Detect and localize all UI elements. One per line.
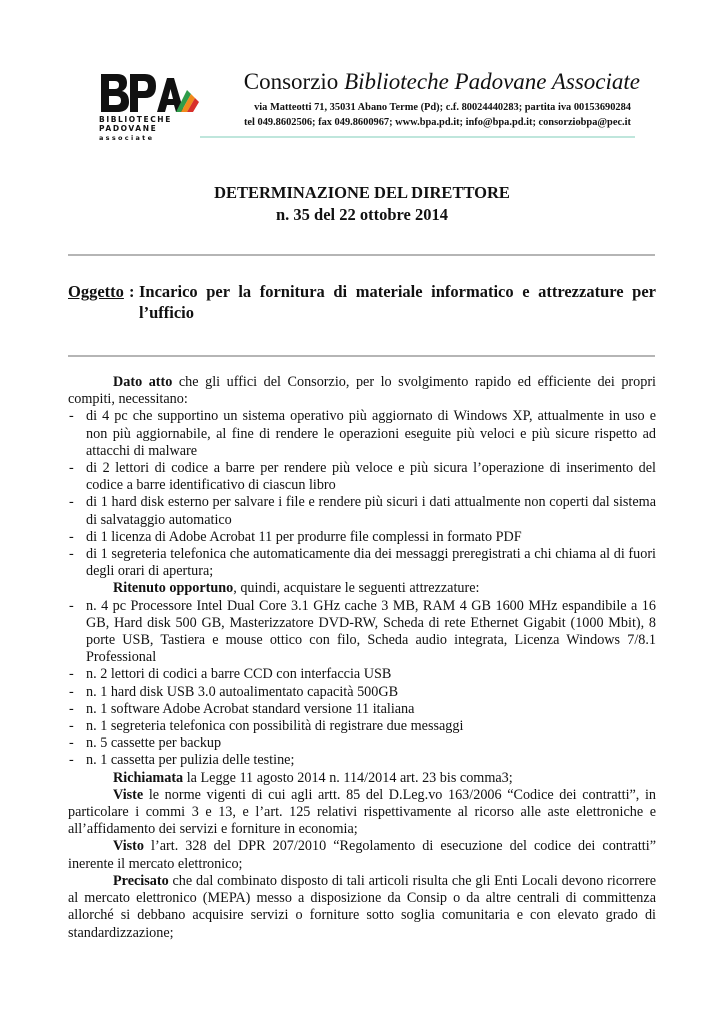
separator-bottom (68, 355, 655, 357)
subject-label: Oggetto (68, 282, 124, 301)
lead-dato-atto: Dato atto (113, 374, 173, 390)
document-body (68, 374, 656, 942)
organization-name-italic: Biblioteche Padovane Associate (344, 69, 640, 94)
header-divider (200, 136, 635, 138)
list-item: - di 1 segreteria telefonica che automaticamente dia dei messaggi preregistrati a chi chiama al di fuori degli orari di apertura; (69, 546, 656, 580)
text-richiamata: la Legge 11 agosto 2014 n. 114/2014 art. 23 bis comma3; (183, 769, 513, 786)
paragraph-precisato (68, 873, 656, 942)
organization-contacts: tel 049.8602506; fax 049.8600967; www.bpa.pd.it; info@bpa.pd.it; consorziobpa@pec.it (243, 117, 631, 128)
bpa-logo-mark-icon (99, 72, 201, 116)
need-text: di 1 hard disk esterno per salvare i file e rendere più sicuri i dati attualmente non coperti dal sistema di salvataggio automatico (86, 494, 656, 528)
separator-top (68, 254, 655, 256)
need-text: di 2 lettori di codice a barre per rendere più veloce e più sicura l’operazione di inserimento del codice a barre identificativo di ciascun libro (86, 460, 656, 494)
list-item: - n. 1 software Adobe Acrobat standard versione 11 italiana (69, 700, 415, 717)
organization-name (210, 68, 640, 96)
list-item: - di 1 licenza di Adobe Acrobat 11 per produrre file complessi in formato PDF (69, 528, 522, 545)
item-text: n. 1 hard disk USB 3.0 autoalimentato capacità 500GB (86, 683, 399, 700)
subject-colon: : (129, 282, 135, 301)
text-precisato: che dal combinato disposto di tali articoli risulta che gli Enti Locali devono ricorrere al mercato elettronico (MEPA) messo a disposizione da Consip o da altre centrali di committenza allorché si debbano acquisire servizi o forniture sotto soglia comunitaria e con elevato grado di standardizzazione; (68, 872, 656, 941)
list-item: - n. 5 cassette per backup (69, 735, 222, 752)
organization-address: via Matteotti 71, 35031 Abano Terme (Pd); c.f. 80024440283; partita iva 00153690284 (254, 102, 631, 113)
document-number-date: n. 35 del 22 ottobre 2014 (275, 205, 449, 224)
list-item: - n. 4 pc Processore Intel Dual Core 3.1 GHz cache 3 MB, RAM 4 GB 1600 MHz espandibile a 16 GB, Hard disk 500 GB, Masterizzatore DVD-RW, Scheda di rete Ethernet Gigabit (1000 Mbit), 8 porte USB, Tastiera e mouse ottico con filo, Scheda audio integrata, Licenza Windows 7/8.1 Professional (69, 597, 656, 666)
list-item: - di 1 hard disk esterno per salvare i file e rendere più sicuri i dati attualmente non coperti dal sistema di salvataggio automatico (69, 494, 656, 528)
paragraph-dato-atto (68, 374, 656, 408)
logo-text-line2: PADOVANE (99, 124, 158, 133)
lead-ritenuto: Ritenuto opportuno (113, 580, 234, 597)
list-item: - di 4 pc che supportino un sistema operativo più aggiornato di Windows XP, attualmente in uso e non più aggiornabile, al fine di rendere le operazioni eseguite più veloci e più sicure rispetto ad attacchi di malware (69, 408, 656, 459)
text-visto: l’art. 328 del DPR 207/2010 “Regolamento di esecuzione del codice dei contratti” inerente il mercato elettronico; (68, 838, 656, 872)
paragraph-viste (68, 787, 656, 839)
need-text: di 4 pc che supportino un sistema operativo più aggiornato di Windows XP, attualmente in uso e non più aggiornabile, al fine di rendere le operazioni eseguite più veloci e più sicure rispetto ad attacchi di malware (86, 408, 656, 459)
subject-text-line2: l’ufficio (139, 303, 194, 322)
lead-visto: Visto (113, 838, 145, 855)
text-ritenuto: , quindi, acquistare le seguenti attrezzature: (233, 580, 480, 597)
logo-text-line3: associate (99, 134, 155, 142)
paragraph-richiamata (68, 770, 656, 787)
item-text: n. 1 cassetta per pulizia delle testine; (86, 752, 295, 769)
paragraph-visto (68, 838, 656, 872)
list-item: - n. 1 segreteria telefonica con possibilità di registrare due messaggi (69, 718, 464, 735)
need-text: di 1 licenza di Adobe Acrobat 11 per produrre file complessi in formato PDF (86, 528, 522, 545)
logo-text-line1: BIBLIOTECHE (99, 115, 172, 124)
paragraph-ritenuto (68, 580, 656, 597)
document-title: DETERMINAZIONE DEL DIRETTORE (214, 183, 510, 202)
item-text: n. 5 cassette per backup (86, 735, 222, 752)
subject-text-line1: Incarico per la fornitura di materiale informatico e attrezzature per (139, 282, 656, 301)
item-text: n. 1 segreteria telefonica con possibilità di registrare due messaggi (86, 718, 464, 735)
bpa-logo (99, 72, 201, 146)
lead-precisato: Precisato (113, 872, 169, 889)
list-item: - n. 2 lettori di codici a barre CCD con interfaccia USB (69, 666, 392, 683)
need-text: di 1 segreteria telefonica che automaticamente dia dei messaggi preregistrati a chi chiama al di fuori degli orari di apertura; (86, 546, 656, 580)
lead-richiamata: Richiamata (113, 769, 184, 786)
text-dato-atto: che gli uffici del Consorzio, per lo svolgimento rapido ed efficiente dei propri compiti, necessitano: (68, 374, 656, 408)
organization-name-roman: Consorzio (243, 69, 345, 94)
text-viste: le norme vigenti di cui agli artt. 85 del D.Leg.vo 163/2006 “Codice dei contratti”, in particolare i commi 3 e 13, e l’art. 125 relativi rispettivamente al ricorso alle aste elettroniche e all’affidamento dei servizi e forniture in economia; (68, 786, 656, 838)
item-text: n. 4 pc Processore Intel Dual Core 3.1 GHz cache 3 MB, RAM 4 GB 1600 MHz espandibile a 16 GB, Hard disk 500 GB, Masterizzatore DVD-RW, Scheda di rete Ethernet Gigabit (1000 Mbit), 8 porte USB, Tastiera e mouse ottico con filo, Scheda audio integrata, Licenza Windows 7/8.1 Professional (86, 597, 656, 666)
item-text: n. 1 software Adobe Acrobat standard versione 11 italiana (86, 700, 415, 717)
list-item: - n. 1 cassetta per pulizia delle testine; (69, 752, 295, 769)
list-item: - di 2 lettori di codice a barre per rendere più veloce e più sicura l’operazione di inserimento del codice a barre identificativo di ciascun libro (69, 460, 656, 494)
item-text: n. 2 lettori di codici a barre CCD con interfaccia USB (86, 666, 392, 683)
lead-viste: Viste (113, 786, 144, 803)
list-item: - n. 1 hard disk USB 3.0 autoalimentato capacità 500GB (69, 683, 399, 700)
